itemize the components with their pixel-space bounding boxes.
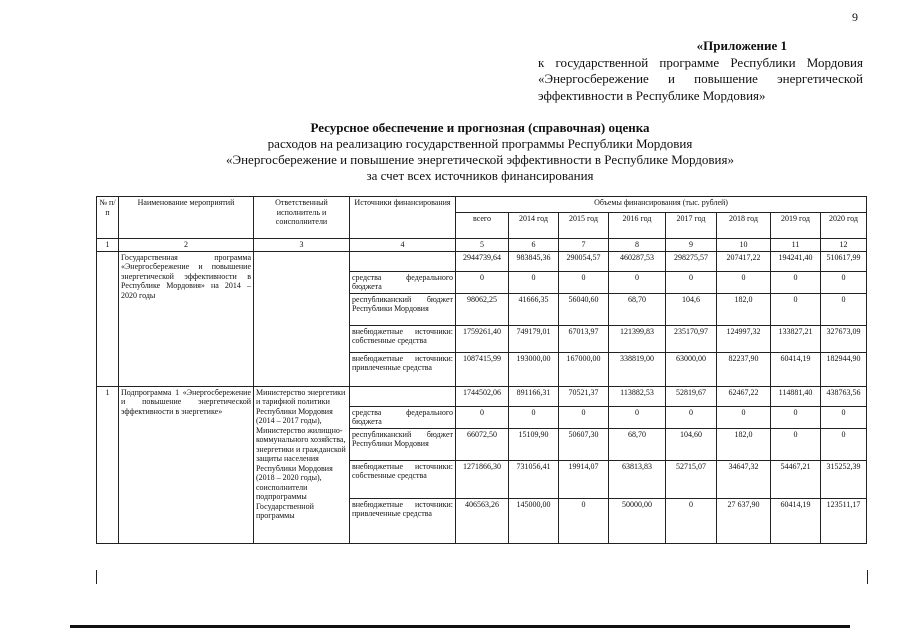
value-cell: 298275,57 [666, 251, 717, 271]
index-cell: 10 [717, 239, 771, 252]
index-cell: 11 [771, 239, 821, 252]
value-cell: 121399,83 [609, 325, 666, 352]
value-cell: 0 [771, 271, 821, 293]
index-cell: 3 [254, 239, 350, 252]
value-cell: 123511,17 [821, 498, 867, 543]
header-volumes: Объемы финансирования (тыс. рублей) [456, 197, 867, 213]
source-cell: республиканский бюджет Республики Мордовия [350, 293, 456, 325]
value-cell: 60414,19 [771, 498, 821, 543]
header-num: № п/п [97, 197, 119, 239]
value-cell: 54467,21 [771, 460, 821, 498]
index-cell: 9 [666, 239, 717, 252]
value-cell: 0 [821, 428, 867, 460]
program-name-cell: Государственная программа «Энергосбережение и повышение энергетической эффективности в Республике Мордовия» на 2014 – 2020 годы [119, 251, 254, 386]
value-cell: 52819,67 [666, 386, 717, 406]
appendix-title: «Приложение 1 [696, 38, 787, 53]
value-cell: 66072,50 [456, 428, 509, 460]
value-cell: 68,70 [609, 428, 666, 460]
value-cell: 63813,83 [609, 460, 666, 498]
value-cell: 62467,22 [717, 386, 771, 406]
value-cell: 124997,32 [717, 325, 771, 352]
header-col: 2014 год [509, 213, 559, 239]
value-cell: 52715,07 [666, 460, 717, 498]
source-cell [350, 251, 456, 271]
value-cell: 104,60 [666, 428, 717, 460]
value-cell: 60414,19 [771, 352, 821, 386]
heading-line: «Энергосбережение и повышение энергетической эффективности в Республике Мордовия» [226, 152, 734, 167]
value-cell: 510617,99 [821, 251, 867, 271]
value-cell: 50000,00 [609, 498, 666, 543]
source-cell: средства федерального бюджета [350, 406, 456, 428]
value-cell: 19914,07 [559, 460, 609, 498]
value-cell: 133827,21 [771, 325, 821, 352]
header-col: 2015 год [559, 213, 609, 239]
value-cell: 0 [821, 406, 867, 428]
value-cell: 56040,60 [559, 293, 609, 325]
value-cell: 327673,09 [821, 325, 867, 352]
value-cell: 63000,00 [666, 352, 717, 386]
value-cell: 0 [771, 428, 821, 460]
source-cell [350, 386, 456, 406]
value-cell: 70521,37 [559, 386, 609, 406]
table-continuation [96, 570, 868, 584]
value-cell: 0 [559, 498, 609, 543]
value-cell: 0 [717, 271, 771, 293]
program-num-cell [97, 251, 119, 386]
value-cell: 0 [456, 406, 509, 428]
source-cell: средства федерального бюджета [350, 271, 456, 293]
bottom-rule [70, 625, 850, 628]
value-cell: 1744502,06 [456, 386, 509, 406]
value-cell: 68,70 [609, 293, 666, 325]
table-row [97, 386, 867, 406]
value-cell: 207417,22 [717, 251, 771, 271]
value-cell: 194241,40 [771, 251, 821, 271]
value-cell: 0 [609, 406, 666, 428]
source-cell: внебюджетные источники: привлеченные средства [350, 352, 456, 386]
header-col: 2017 год [666, 213, 717, 239]
subprogram-num-cell: 1 [97, 386, 119, 543]
index-cell: 2 [119, 239, 254, 252]
index-cell: 8 [609, 239, 666, 252]
table-row [97, 251, 867, 271]
index-cell: 1 [97, 239, 119, 252]
appendix-block [538, 38, 863, 104]
header-col: 2018 год [717, 213, 771, 239]
value-cell: 1271866,30 [456, 460, 509, 498]
value-cell: 104,6 [666, 293, 717, 325]
value-cell: 338819,00 [609, 352, 666, 386]
value-cell: 315252,39 [821, 460, 867, 498]
header-col: 2020 год [821, 213, 867, 239]
appendix-line: эффективности в Республике Мордовия» [538, 87, 766, 103]
value-cell: 891166,31 [509, 386, 559, 406]
financing-table [96, 196, 867, 544]
value-cell: 731056,41 [509, 460, 559, 498]
value-cell: 0 [821, 271, 867, 293]
subprogram-responsible-cell: Министерство энергетики и тарифной политики Республики Мордовия (2014 – 2017 годы), Министерство жилищно-коммунального хозяйства, энергетики и гражданской защиты населения Республики Мордовия (2018 – 2020 годы), соисполнители подпрограммы Государственной программы [254, 386, 350, 543]
header-col: 2016 год [609, 213, 666, 239]
appendix-line: «Энергосбережение и повышение энергетической [538, 71, 863, 86]
value-cell: 82237,90 [717, 352, 771, 386]
value-cell: 2944739,64 [456, 251, 509, 271]
source-cell: республиканский бюджет Республики Мордовия [350, 428, 456, 460]
value-cell: 0 [456, 271, 509, 293]
value-cell: 167000,00 [559, 352, 609, 386]
header-source: Источники финансирования [350, 197, 456, 239]
header-responsible: Ответственный исполнитель и соисполнители [254, 197, 350, 239]
value-cell: 182,0 [717, 293, 771, 325]
value-cell: 27 637,90 [717, 498, 771, 543]
value-cell: 113882,53 [609, 386, 666, 406]
subprogram-name-cell: Подпрограмма 1 «Энергосбережение и повышение энергетической эффективности в энергетике» [119, 386, 254, 543]
value-cell: 1759261,40 [456, 325, 509, 352]
index-cell: 6 [509, 239, 559, 252]
value-cell: 0 [559, 406, 609, 428]
source-cell: внебюджетные источники: собственные средства [350, 460, 456, 498]
page-number: 9 [852, 10, 858, 24]
value-cell: 34647,32 [717, 460, 771, 498]
value-cell: 0 [509, 406, 559, 428]
value-cell: 0 [771, 406, 821, 428]
value-cell: 438763,56 [821, 386, 867, 406]
value-cell: 235170,97 [666, 325, 717, 352]
value-cell: 0 [666, 271, 717, 293]
value-cell: 0 [771, 293, 821, 325]
document-heading [100, 120, 860, 184]
program-responsible-cell [254, 251, 350, 386]
value-cell: 0 [609, 271, 666, 293]
value-cell: 290054,57 [559, 251, 609, 271]
index-cell: 12 [821, 239, 867, 252]
value-cell: 15109,90 [509, 428, 559, 460]
index-cell: 7 [559, 239, 609, 252]
appendix-line: к государственной программе Республики Мордовия [538, 54, 863, 70]
heading-line: расходов на реализацию государственной программы Республики Мордовия [267, 136, 693, 151]
heading-title: Ресурсное обеспечение и прогнозная (справочная) оценка [310, 120, 650, 135]
value-cell: 182944,90 [821, 352, 867, 386]
value-cell: 0 [717, 406, 771, 428]
source-cell: внебюджетные источники: привлеченные средства [350, 498, 456, 543]
value-cell: 98062,25 [456, 293, 509, 325]
value-cell: 749179,01 [509, 325, 559, 352]
value-cell: 145000,00 [509, 498, 559, 543]
header-name: Наименование мероприятий [119, 197, 254, 239]
value-cell: 182,0 [717, 428, 771, 460]
value-cell: 114881,40 [771, 386, 821, 406]
value-cell: 50607,30 [559, 428, 609, 460]
source-cell: внебюджетные источники: собственные средства [350, 325, 456, 352]
value-cell: 41666,35 [509, 293, 559, 325]
value-cell: 0 [821, 293, 867, 325]
value-cell: 0 [509, 271, 559, 293]
index-cell: 4 [350, 239, 456, 252]
value-cell: 983845,36 [509, 251, 559, 271]
header-col: всего [456, 213, 509, 239]
heading-line: за счет всех источников финансирования [366, 168, 594, 183]
value-cell: 193000,00 [509, 352, 559, 386]
value-cell: 1087415,99 [456, 352, 509, 386]
index-cell: 5 [456, 239, 509, 252]
value-cell: 0 [559, 271, 609, 293]
value-cell: 0 [666, 498, 717, 543]
value-cell: 406563,26 [456, 498, 509, 543]
header-col: 2019 год [771, 213, 821, 239]
value-cell: 67013,97 [559, 325, 609, 352]
value-cell: 0 [666, 406, 717, 428]
value-cell: 460287,53 [609, 251, 666, 271]
